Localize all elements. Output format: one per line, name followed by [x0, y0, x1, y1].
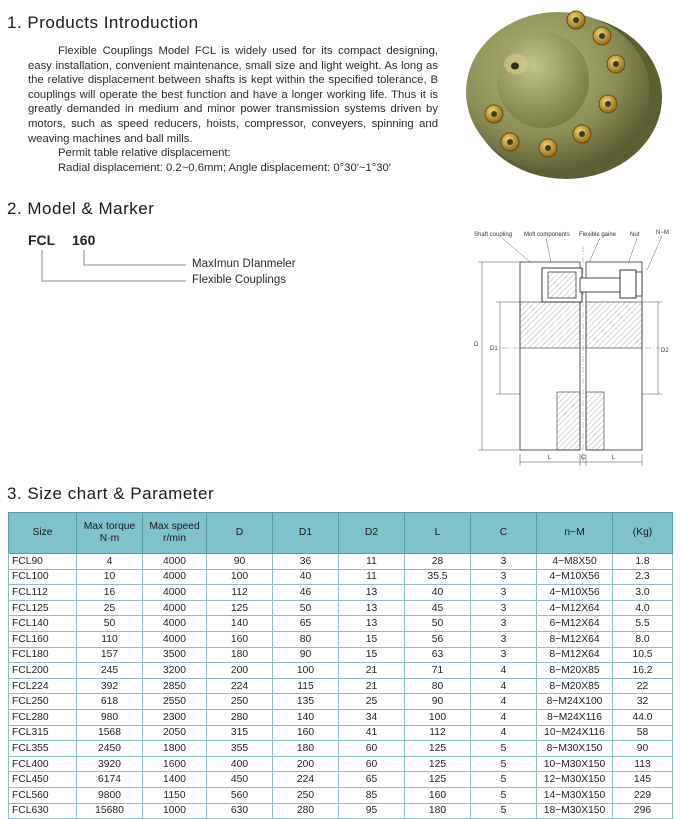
- diagram-label-shaft: Shaft coupling: [474, 232, 513, 238]
- table-cell: 11: [339, 569, 405, 585]
- table-cell: 113: [613, 756, 673, 772]
- table-cell: 200: [273, 756, 339, 772]
- table-cell: 1000: [143, 803, 207, 819]
- table-cell: 250: [273, 787, 339, 803]
- table-row: [9, 616, 673, 632]
- table-cell: 4000: [143, 569, 207, 585]
- table-cell: 58: [613, 725, 673, 741]
- table-cell: 56: [405, 631, 471, 647]
- table-row: [9, 725, 673, 741]
- col-header: D1: [273, 513, 339, 554]
- table-cell: 4−M8X50: [537, 554, 613, 570]
- table-row: [9, 709, 673, 725]
- table-cell: 3: [471, 616, 537, 632]
- table-row: [9, 803, 673, 819]
- table-cell: 1.8: [613, 554, 673, 570]
- table-cell: 10−M30X150: [537, 756, 613, 772]
- table-cell: 4−M10X56: [537, 569, 613, 585]
- table-cell: 5: [471, 787, 537, 803]
- table-cell: 85: [339, 787, 405, 803]
- table-cell: FCL90: [9, 554, 77, 570]
- table-cell: 560: [207, 787, 273, 803]
- table-cell: 40: [273, 569, 339, 585]
- table-cell: 44.0: [613, 709, 673, 725]
- table-cell: 80: [405, 678, 471, 694]
- table-cell: 3: [471, 554, 537, 570]
- table-cell: 112: [207, 585, 273, 601]
- table-cell: 4000: [143, 616, 207, 632]
- permit-label: Permit table relative displacement:: [58, 147, 231, 159]
- table-cell: 245: [77, 663, 143, 679]
- table-cell: 60: [339, 741, 405, 757]
- table-cell: 200: [207, 663, 273, 679]
- table-row: [9, 631, 673, 647]
- table-cell: 32: [613, 694, 673, 710]
- table-cell: 8−M12X64: [537, 647, 613, 663]
- table-cell: 8−M24X100: [537, 694, 613, 710]
- table-cell: 6174: [77, 772, 143, 788]
- col-header: (Kg): [613, 513, 673, 554]
- table-cell: 50: [77, 616, 143, 632]
- table-cell: 2850: [143, 678, 207, 694]
- table-cell: 5: [471, 741, 537, 757]
- table-cell: 1400: [143, 772, 207, 788]
- table-cell: 8−M24X116: [537, 709, 613, 725]
- table-cell: 50: [405, 616, 471, 632]
- table-cell: 8.0: [613, 631, 673, 647]
- table-cell: 4: [77, 554, 143, 570]
- table-cell: 115: [273, 678, 339, 694]
- col-header: Max torque N·m: [77, 513, 143, 554]
- table-cell: 65: [273, 616, 339, 632]
- size-chart-table: [8, 512, 673, 819]
- table-cell: 6−M12X64: [537, 616, 613, 632]
- col-header: Max speed r/min: [143, 513, 207, 554]
- diagram-label-d1: D1: [490, 346, 498, 352]
- table-cell: FCL200: [9, 663, 77, 679]
- intro-heading: 1. Products Introduction: [7, 13, 199, 32]
- table-cell: 35.5: [405, 569, 471, 585]
- table-cell: 140: [207, 616, 273, 632]
- table-header-row: [9, 513, 673, 554]
- table-row: [9, 678, 673, 694]
- table-cell: 4000: [143, 585, 207, 601]
- table-cell: 63: [405, 647, 471, 663]
- diagram-label-nut: Nut: [630, 232, 640, 238]
- table-row: [9, 569, 673, 585]
- table-cell: 160: [273, 725, 339, 741]
- table-cell: 2450: [77, 741, 143, 757]
- table-cell: 90: [207, 554, 273, 570]
- diagram-label-gaine: Flexible gaine: [579, 232, 617, 238]
- table-cell: 4−M12X64: [537, 600, 613, 616]
- table-cell: 50: [273, 600, 339, 616]
- table-cell: 11: [339, 554, 405, 570]
- table-cell: 5.5: [613, 616, 673, 632]
- table-cell: 2050: [143, 725, 207, 741]
- table-cell: FCL224: [9, 678, 77, 694]
- table-cell: FCL315: [9, 725, 77, 741]
- table-cell: 280: [207, 709, 273, 725]
- table-cell: 4: [471, 709, 537, 725]
- model-code-size: 160: [72, 232, 96, 248]
- intro-paragraph: Flexible Couplings Model FCL is widely used for its compact designing, easy installation, convenient maintenance, small size and light weight. As long as the relative displacement between shafts is kept within the specified tolerance, B couplings will operate the best function and have a longer working life. Thus it is greatly demanded in medium and minor power transmission systems driven by motors, such as speed reducers, hoists, compressor, conveyers, spinning and weaving machines and ball mills.: [28, 45, 438, 145]
- table-cell: 3200: [143, 663, 207, 679]
- table-cell: 140: [273, 709, 339, 725]
- marker-leader-lines: [36, 248, 196, 288]
- table-cell: 8−M20X85: [537, 678, 613, 694]
- table-cell: 34: [339, 709, 405, 725]
- table-cell: 4000: [143, 600, 207, 616]
- table-cell: 315: [207, 725, 273, 741]
- table-cell: 12−M30X150: [537, 772, 613, 788]
- table-row: [9, 787, 673, 803]
- table-row: [9, 585, 673, 601]
- diagram-label-nm: N−M: [656, 230, 669, 236]
- table-row: [9, 772, 673, 788]
- diagram-label-molt: Molt components: [524, 232, 570, 238]
- table-cell: 22: [613, 678, 673, 694]
- table-row: [9, 647, 673, 663]
- table-cell: 10−M24X116: [537, 725, 613, 741]
- col-header: n−M: [537, 513, 613, 554]
- marker-label-diameter: MaxImun DIanmeler: [192, 258, 296, 270]
- table-cell: FCL112: [9, 585, 77, 601]
- table-cell: 180: [207, 647, 273, 663]
- table-cell: 18−M30X150: [537, 803, 613, 819]
- table-cell: 4000: [143, 554, 207, 570]
- table-cell: 3.0: [613, 585, 673, 601]
- table-cell: FCL100: [9, 569, 77, 585]
- table-cell: 180: [273, 741, 339, 757]
- table-cell: 224: [273, 772, 339, 788]
- table-cell: FCL140: [9, 616, 77, 632]
- table-cell: 36: [273, 554, 339, 570]
- table-cell: 112: [405, 725, 471, 741]
- table-cell: 95: [339, 803, 405, 819]
- col-header: C: [471, 513, 537, 554]
- table-cell: 80: [273, 631, 339, 647]
- table-cell: 3500: [143, 647, 207, 663]
- table-cell: 3: [471, 647, 537, 663]
- table-heading: 3. Size chart & Parameter: [7, 484, 215, 503]
- table-cell: 45: [405, 600, 471, 616]
- diagram-label-c: C: [581, 455, 586, 461]
- table-cell: 16.2: [613, 663, 673, 679]
- table-cell: 90: [405, 694, 471, 710]
- table-cell: 25: [77, 600, 143, 616]
- table-cell: 3920: [77, 756, 143, 772]
- table-cell: 3: [471, 631, 537, 647]
- table-cell: 400: [207, 756, 273, 772]
- table-cell: 125: [405, 741, 471, 757]
- table-row: [9, 756, 673, 772]
- col-header: L: [405, 513, 471, 554]
- table-row: [9, 694, 673, 710]
- table-cell: 16: [77, 585, 143, 601]
- table-cell: 8−M30X150: [537, 741, 613, 757]
- table-cell: 13: [339, 600, 405, 616]
- table-cell: FCL250: [9, 694, 77, 710]
- table-cell: 3: [471, 600, 537, 616]
- table-cell: 1150: [143, 787, 207, 803]
- table-cell: 1600: [143, 756, 207, 772]
- table-cell: 100: [207, 569, 273, 585]
- table-cell: 1568: [77, 725, 143, 741]
- table-cell: 160: [405, 787, 471, 803]
- table-cell: 90: [273, 647, 339, 663]
- table-cell: 2.3: [613, 569, 673, 585]
- table-cell: 180: [405, 803, 471, 819]
- table-cell: 28: [405, 554, 471, 570]
- table-cell: FCL630: [9, 803, 77, 819]
- marker-heading: 2. Model & Marker: [7, 199, 155, 218]
- table-body: [9, 554, 673, 819]
- table-cell: 65: [339, 772, 405, 788]
- table-cell: FCL400: [9, 756, 77, 772]
- table-cell: 4.0: [613, 600, 673, 616]
- table-cell: 5: [471, 803, 537, 819]
- table-cell: 41: [339, 725, 405, 741]
- table-cell: 5: [471, 772, 537, 788]
- table-cell: 40: [405, 585, 471, 601]
- col-header: D2: [339, 513, 405, 554]
- col-header: Size: [9, 513, 77, 554]
- table-cell: 15: [339, 631, 405, 647]
- table-row: [9, 554, 673, 570]
- diagram-label-d: D: [474, 342, 479, 348]
- table-cell: 10: [77, 569, 143, 585]
- table-cell: 2550: [143, 694, 207, 710]
- table-row: [9, 663, 673, 679]
- table-cell: 110: [77, 631, 143, 647]
- table-cell: FCL160: [9, 631, 77, 647]
- table-cell: FCL560: [9, 787, 77, 803]
- table-cell: FCL355: [9, 741, 77, 757]
- model-code-prefix: FCL: [28, 232, 56, 248]
- col-header: D: [207, 513, 273, 554]
- table-cell: 160: [207, 631, 273, 647]
- table-row: [9, 741, 673, 757]
- table-cell: 8−M12X64: [537, 631, 613, 647]
- table-cell: 980: [77, 709, 143, 725]
- table-cell: 3: [471, 585, 537, 601]
- table-cell: 2300: [143, 709, 207, 725]
- table-cell: 296: [613, 803, 673, 819]
- table-cell: 15: [339, 647, 405, 663]
- table-cell: 60: [339, 756, 405, 772]
- table-cell: FCL280: [9, 709, 77, 725]
- marker-label-type: Flexible Couplings: [192, 274, 286, 286]
- table-cell: 229: [613, 787, 673, 803]
- table-cell: 618: [77, 694, 143, 710]
- table-cell: 71: [405, 663, 471, 679]
- table-cell: 280: [273, 803, 339, 819]
- table-cell: 392: [77, 678, 143, 694]
- diagram-label-l-left: L: [548, 455, 552, 461]
- table-cell: 355: [207, 741, 273, 757]
- table-cell: 8−M20X85: [537, 663, 613, 679]
- table-row: [9, 600, 673, 616]
- coupling-section-diagram: [462, 222, 676, 468]
- table-cell: 13: [339, 616, 405, 632]
- table-cell: 4: [471, 663, 537, 679]
- table-cell: 1800: [143, 741, 207, 757]
- table-cell: 21: [339, 663, 405, 679]
- table-cell: 224: [207, 678, 273, 694]
- table-cell: 100: [405, 709, 471, 725]
- table-cell: 125: [405, 756, 471, 772]
- table-cell: 125: [405, 772, 471, 788]
- table-cell: 630: [207, 803, 273, 819]
- displacement-text: Radial displacement: 0.2~0.6mm; Angle displacement: 0°30′~1°30′: [58, 162, 391, 174]
- table-cell: 9800: [77, 787, 143, 803]
- table-cell: 21: [339, 678, 405, 694]
- table-cell: 135: [273, 694, 339, 710]
- table-cell: 125: [207, 600, 273, 616]
- table-cell: 90: [613, 741, 673, 757]
- table-cell: 5: [471, 756, 537, 772]
- table-cell: 4: [471, 694, 537, 710]
- table-cell: 15680: [77, 803, 143, 819]
- coupling-product-image: [458, 2, 668, 180]
- table-cell: 250: [207, 694, 273, 710]
- table-cell: FCL125: [9, 600, 77, 616]
- table-cell: 13: [339, 585, 405, 601]
- table-cell: FCL450: [9, 772, 77, 788]
- table-cell: 10.5: [613, 647, 673, 663]
- table-cell: 157: [77, 647, 143, 663]
- table-cell: 46: [273, 585, 339, 601]
- diagram-label-d2: D2: [661, 348, 669, 354]
- table-cell: FCL180: [9, 647, 77, 663]
- table-cell: 145: [613, 772, 673, 788]
- table-cell: 4: [471, 678, 537, 694]
- table-cell: 25: [339, 694, 405, 710]
- table-cell: 3: [471, 569, 537, 585]
- table-cell: 4−M10X56: [537, 585, 613, 601]
- table-cell: 100: [273, 663, 339, 679]
- diagram-label-l-right: L: [612, 455, 616, 461]
- table-cell: 450: [207, 772, 273, 788]
- table-cell: 4000: [143, 631, 207, 647]
- table-cell: 14−M30X150: [537, 787, 613, 803]
- table-cell: 4: [471, 725, 537, 741]
